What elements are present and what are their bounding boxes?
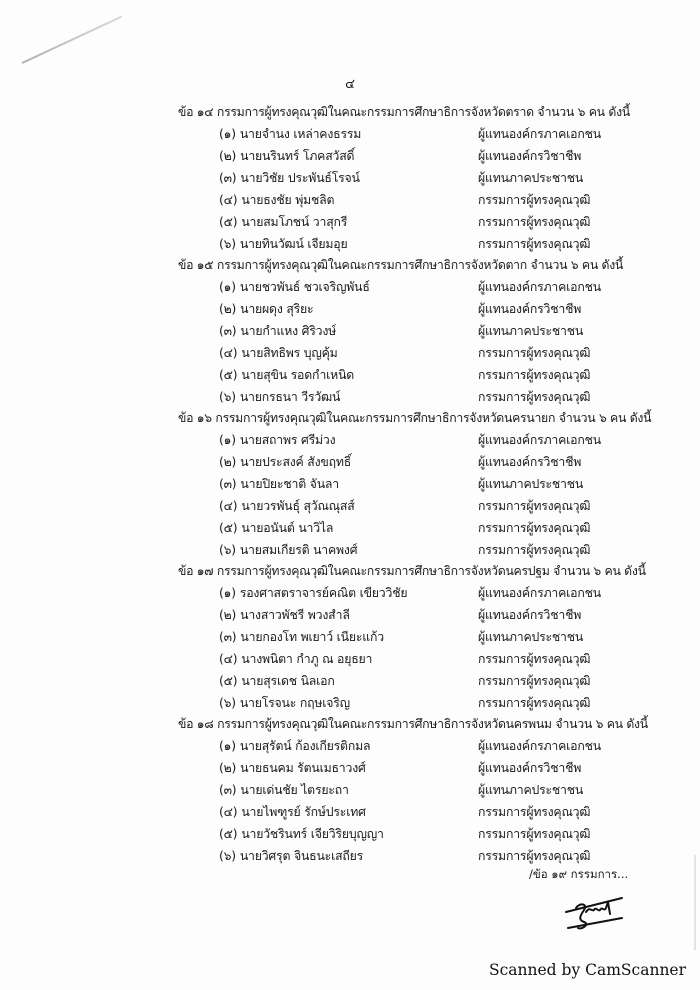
member-index: (๒): [219, 302, 237, 316]
member-index: (๓): [219, 477, 237, 491]
member-row: [219, 322, 659, 344]
member-row: [219, 650, 659, 672]
member-name: นายผดุง สุริยะ: [240, 302, 314, 316]
member-name: นายไพฑูรย์ รักษ์ประเทศ: [241, 805, 366, 819]
member-row: [219, 344, 659, 366]
section-header: ข้อ ๑๗ กรรมการผู้ทรงคุณวุฒิในคณะกรรมการศึกษาธิการจังหวัดนครปฐม จำนวน ๖ คน ดังนี้: [178, 564, 646, 578]
member-row: [219, 453, 659, 475]
member-index: (๑): [219, 739, 236, 753]
member-index: (๖): [219, 696, 236, 710]
member-row: [219, 584, 659, 606]
member-index: (๑): [219, 127, 236, 141]
member-row: [219, 519, 659, 541]
member-row: [219, 803, 659, 825]
page-number: ๔: [345, 77, 355, 92]
member-role: กรรมการผู้ทรงคุณวุฒิ: [478, 237, 591, 251]
section-header: ข้อ ๑๘ กรรมการผู้ทรงคุณวุฒิในคณะกรรมการศึกษาธิการจังหวัดนครพนม จำนวน ๖ คน ดังนี้: [178, 717, 648, 731]
member-index: (๑): [219, 586, 236, 600]
member-row: [219, 431, 659, 453]
member-name: นายธงชัย พุ่มชลิต: [241, 193, 335, 207]
member-name: นายสิทธิพร บุญคุ้ม: [241, 346, 338, 360]
member-name: นายธนคม รัตนเมธาวงศ์: [240, 761, 366, 775]
member-role: ผู้แทนองค์กรวิชาชีพ: [478, 608, 582, 622]
member-row: [219, 366, 659, 388]
section-header: ข้อ ๑๔ กรรมการผู้ทรงคุณวุฒิในคณะกรรมการศึกษาธิการจังหวัดตราด จำนวน ๖ คน ดังนี้: [178, 105, 630, 119]
member-index: (๖): [219, 390, 236, 404]
member-role: ผู้แทนองค์กรภาคเอกชน: [478, 127, 601, 141]
member-role: ผู้แทนองค์กรภาคเอกชน: [478, 433, 601, 447]
member-name: นายเด่นชัย ไตรยะถา: [240, 783, 349, 797]
member-name: นายสุขิน รอดกำเหนิด: [241, 368, 355, 382]
member-index: (๔): [219, 193, 238, 207]
member-name: นายโรจนะ กฤษเจริญ: [239, 696, 350, 710]
member-row: [219, 388, 659, 410]
member-name: นายปิยะชาติ จันลา: [240, 477, 339, 491]
member-role: ผู้แทนองค์กรภาคเอกชน: [478, 280, 601, 294]
member-name: นายวรพันธุ์ สุวัณณุสส์: [241, 499, 355, 513]
member-index: (๓): [219, 171, 237, 185]
member-row: [219, 169, 659, 191]
member-index: (๒): [219, 761, 237, 775]
member-index: (๔): [219, 346, 238, 360]
member-name: นายวิชัย ประพันธ์โรจน์: [240, 171, 360, 185]
member-name: นายทินวัฒน์ เจียมอุย: [239, 237, 348, 251]
signature-icon: [560, 890, 630, 935]
section-header: ข้อ ๑๕ กรรมการผู้ทรงคุณวุฒิในคณะกรรมการศึกษาธิการจังหวัดตาก จำนวน ๖ คน ดังนี้: [178, 258, 624, 272]
member-row: [219, 300, 659, 322]
member-row: [219, 235, 659, 257]
member-name: นายชวพันธ์ ชวเจริญพันธ์: [239, 280, 370, 294]
member-index: (๓): [219, 324, 237, 338]
member-index: (๓): [219, 783, 237, 797]
member-role: ผู้แทนองค์กรวิชาชีพ: [478, 302, 582, 316]
member-role: ผู้แทนภาคประชาชน: [478, 324, 584, 338]
member-name: นายประสงค์ สังขฤทธิ์: [240, 455, 352, 469]
member-index: (๕): [219, 368, 238, 382]
pen-mark: [22, 16, 122, 64]
member-role: ผู้แทนองค์กรวิชาชีพ: [478, 455, 582, 469]
member-name: รองศาสตราจารย์คณิต เขียววิชัย: [239, 586, 408, 600]
member-role: กรรมการผู้ทรงคุณวุฒิ: [478, 849, 591, 863]
member-role: กรรมการผู้ทรงคุณวุฒิ: [478, 346, 591, 360]
scan-edge: [694, 855, 696, 950]
member-row: [219, 737, 659, 759]
member-row: [219, 213, 659, 235]
member-name: นายกรธนา วีรวัฒน์: [239, 390, 341, 404]
member-role: กรรมการผู้ทรงคุณวุฒิ: [478, 805, 591, 819]
member-name: นางสาวพัชรี พวงสำลี: [240, 608, 350, 622]
member-role: ผู้แทนภาคประชาชน: [478, 783, 584, 797]
member-index: (๖): [219, 237, 236, 251]
member-row: [219, 781, 659, 803]
member-role: กรรมการผู้ทรงคุณวุฒิ: [478, 674, 591, 688]
member-index: (๕): [219, 215, 238, 229]
member-role: กรรมการผู้ทรงคุณวุฒิ: [478, 193, 591, 207]
member-index: (๒): [219, 149, 237, 163]
member-index: (๖): [219, 849, 236, 863]
member-name: นายวิศรุต จินธนะเสถียร: [239, 849, 364, 863]
member-index: (๑): [219, 433, 236, 447]
member-role: กรรมการผู้ทรงคุณวุฒิ: [478, 543, 591, 557]
member-role: ผู้แทนองค์กรภาคเอกชน: [478, 586, 601, 600]
member-name: นายวัชรินทร์ เจียวิริยบุญญา: [241, 827, 384, 841]
member-row: [219, 694, 659, 716]
member-index: (๕): [219, 674, 238, 688]
member-row: [219, 628, 659, 650]
member-index: (๔): [219, 499, 238, 513]
member-name: นายสถาพร ศรีม่วง: [239, 433, 336, 447]
member-name: นายจำนง เหล่าคงธรรม: [239, 127, 362, 141]
member-index: (๑): [219, 280, 236, 294]
member-role: กรรมการผู้ทรงคุณวุฒิ: [478, 652, 591, 666]
scanner-watermark: Scanned by CamScanner: [489, 961, 687, 979]
member-index: (๕): [219, 521, 238, 535]
member-role: กรรมการผู้ทรงคุณวุฒิ: [478, 368, 591, 382]
member-index: (๔): [219, 805, 238, 819]
member-row: [219, 191, 659, 213]
member-role: ผู้แทนภาคประชาชน: [478, 477, 584, 491]
member-row: [219, 672, 659, 694]
member-index: (๔): [219, 652, 238, 666]
member-role: ผู้แทนภาคประชาชน: [478, 630, 584, 644]
member-role: กรรมการผู้ทรงคุณวุฒิ: [478, 696, 591, 710]
member-name: นายอนันต์ นาวิไล: [241, 521, 334, 535]
member-role: ผู้แทนองค์กรภาคเอกชน: [478, 739, 601, 753]
section-header: ข้อ ๑๖ กรรมการผู้ทรงคุณวุฒิในคณะกรรมการศึกษาธิการจังหวัดนครนายก จำนวน ๖ คน ดังนี้: [178, 411, 652, 425]
member-index: (๖): [219, 543, 236, 557]
member-role: ผู้แทนองค์กรวิชาชีพ: [478, 149, 582, 163]
member-role: กรรมการผู้ทรงคุณวุฒิ: [478, 215, 591, 229]
member-name: นายสมเกียรติ นาคพงศ์: [239, 543, 358, 557]
member-index: (๓): [219, 630, 237, 644]
continuation-note: /ข้อ ๑๙ กรรมการ...: [529, 867, 629, 881]
member-role: กรรมการผู้ทรงคุณวุฒิ: [478, 521, 591, 535]
member-role: กรรมการผู้ทรงคุณวุฒิ: [478, 499, 591, 513]
member-name: นายสุรเดช นิลเอก: [241, 674, 335, 688]
member-row: [219, 497, 659, 519]
member-row: [219, 825, 659, 847]
member-role: กรรมการผู้ทรงคุณวุฒิ: [478, 390, 591, 404]
member-row: [219, 475, 659, 497]
member-index: (๒): [219, 455, 237, 469]
member-name: นายสมโภชน์ วาสุกรี: [241, 215, 348, 229]
member-name: นายนรินทร์ โภคสวัสดิ์: [240, 149, 355, 163]
member-row: [219, 541, 659, 563]
member-row: [219, 759, 659, 781]
member-role: ผู้แทนองค์กรวิชาชีพ: [478, 761, 582, 775]
member-index: (๒): [219, 608, 237, 622]
member-row: [219, 125, 659, 147]
member-name: นายกำแหง ศิริวงษ์: [240, 324, 337, 338]
member-row: [219, 147, 659, 169]
member-name: นายกองโท พเยาว์ เนียะแก้ว: [240, 630, 384, 644]
member-row: [219, 278, 659, 300]
member-row: [219, 606, 659, 628]
member-name: นางพนิตา กำภู ณ อยุธยา: [241, 652, 373, 666]
member-role: ผู้แทนภาคประชาชน: [478, 171, 584, 185]
member-name: นายสุรัตน์ ก้องเกียรติกมล: [239, 739, 371, 753]
member-index: (๕): [219, 827, 238, 841]
member-role: กรรมการผู้ทรงคุณวุฒิ: [478, 827, 591, 841]
